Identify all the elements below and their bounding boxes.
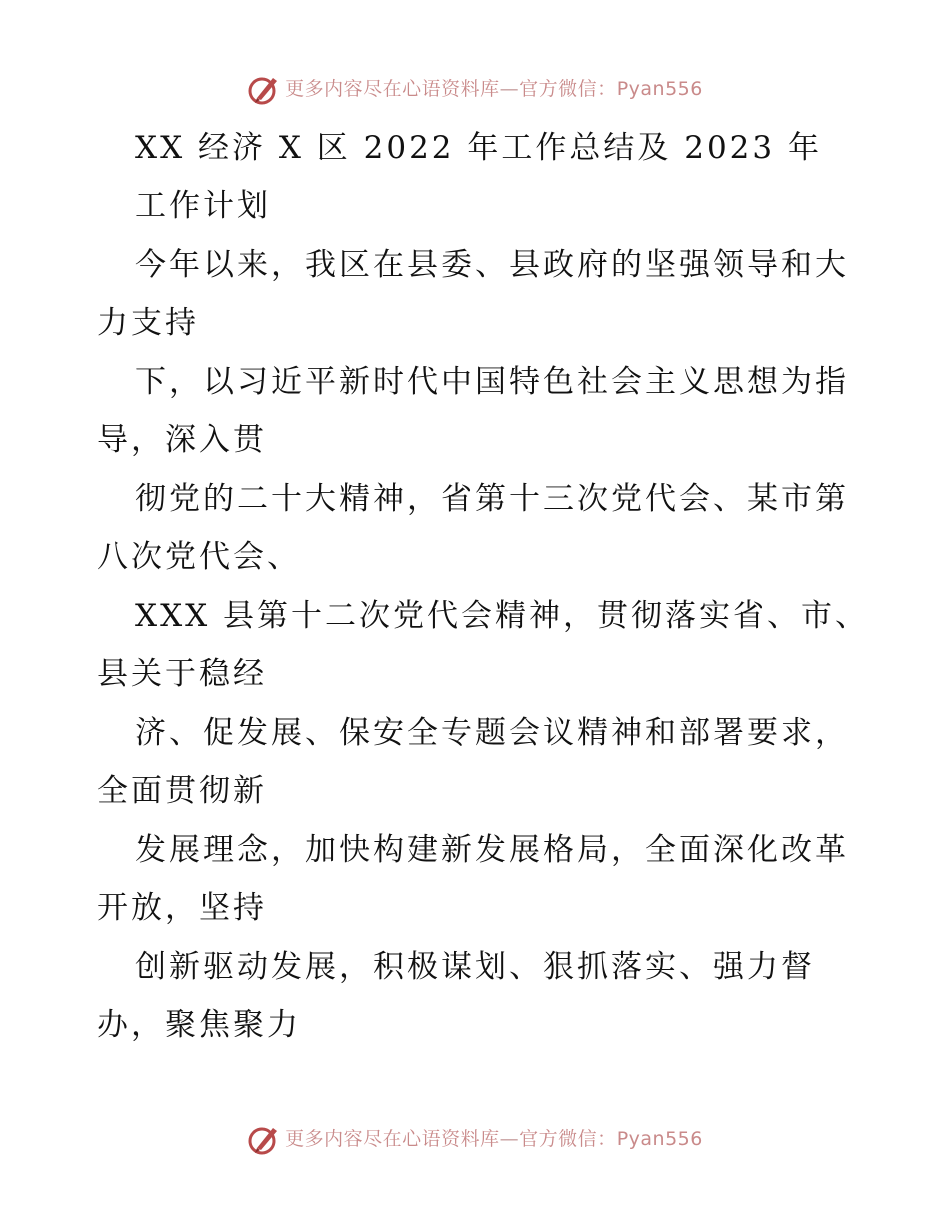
quill-pen-circle-icon — [247, 72, 281, 106]
paragraph-line: 济、促发展、保安全专题会议精神和部署要求， — [135, 715, 849, 751]
watermark-official: 官方微信： — [519, 1128, 617, 1150]
document-title-line-2: 工作计划 — [135, 188, 271, 224]
paragraph-line: XXX 县第十二次党代会精神，贯彻落实省、市、 — [135, 598, 870, 634]
paragraph-line: 办，聚焦聚力 — [97, 1007, 301, 1043]
header-watermark — [0, 72, 950, 106]
paragraph-line: 力支持 — [97, 305, 199, 341]
watermark-wechat-id: Pyan556 — [616, 78, 703, 100]
watermark-dash: — — [499, 78, 520, 100]
paragraph-line: 彻党的二十大精神，省第十三次党代会、某市第 — [135, 481, 849, 517]
footer-watermark — [0, 1122, 950, 1156]
paragraph-line: 导，深入贯 — [97, 422, 267, 458]
watermark-main: 更多内容尽在心语资料库 — [285, 1128, 500, 1150]
quill-pen-circle-icon — [247, 1122, 281, 1156]
paragraph-line: 发展理念，加快构建新发展格局，全面深化改革 — [135, 832, 849, 868]
watermark-official: 官方微信： — [519, 78, 617, 100]
watermark-text — [285, 72, 703, 106]
paragraph-line: 创新驱动发展，积极谋划、狠抓落实、强力督 — [135, 949, 815, 985]
watermark-text — [285, 1122, 703, 1156]
document-title-line-1: XX 经济 X 区 2022 年工作总结及 2023 年 — [135, 130, 822, 166]
paragraph-line: 开放，坚持 — [97, 890, 267, 926]
watermark-main: 更多内容尽在心语资料库 — [285, 78, 500, 100]
paragraph-line: 今年以来，我区在县委、县政府的坚强领导和大 — [135, 247, 849, 283]
watermark-dash: — — [499, 1128, 520, 1150]
paragraph-line: 全面贯彻新 — [97, 773, 267, 809]
paragraph-line: 八次党代会、 — [97, 539, 301, 575]
watermark-wechat-id: Pyan556 — [616, 1128, 703, 1150]
paragraph-line: 县关于稳经 — [97, 656, 267, 692]
paragraph-line: 下，以习近平新时代中国特色社会主义思想为指 — [135, 364, 849, 400]
